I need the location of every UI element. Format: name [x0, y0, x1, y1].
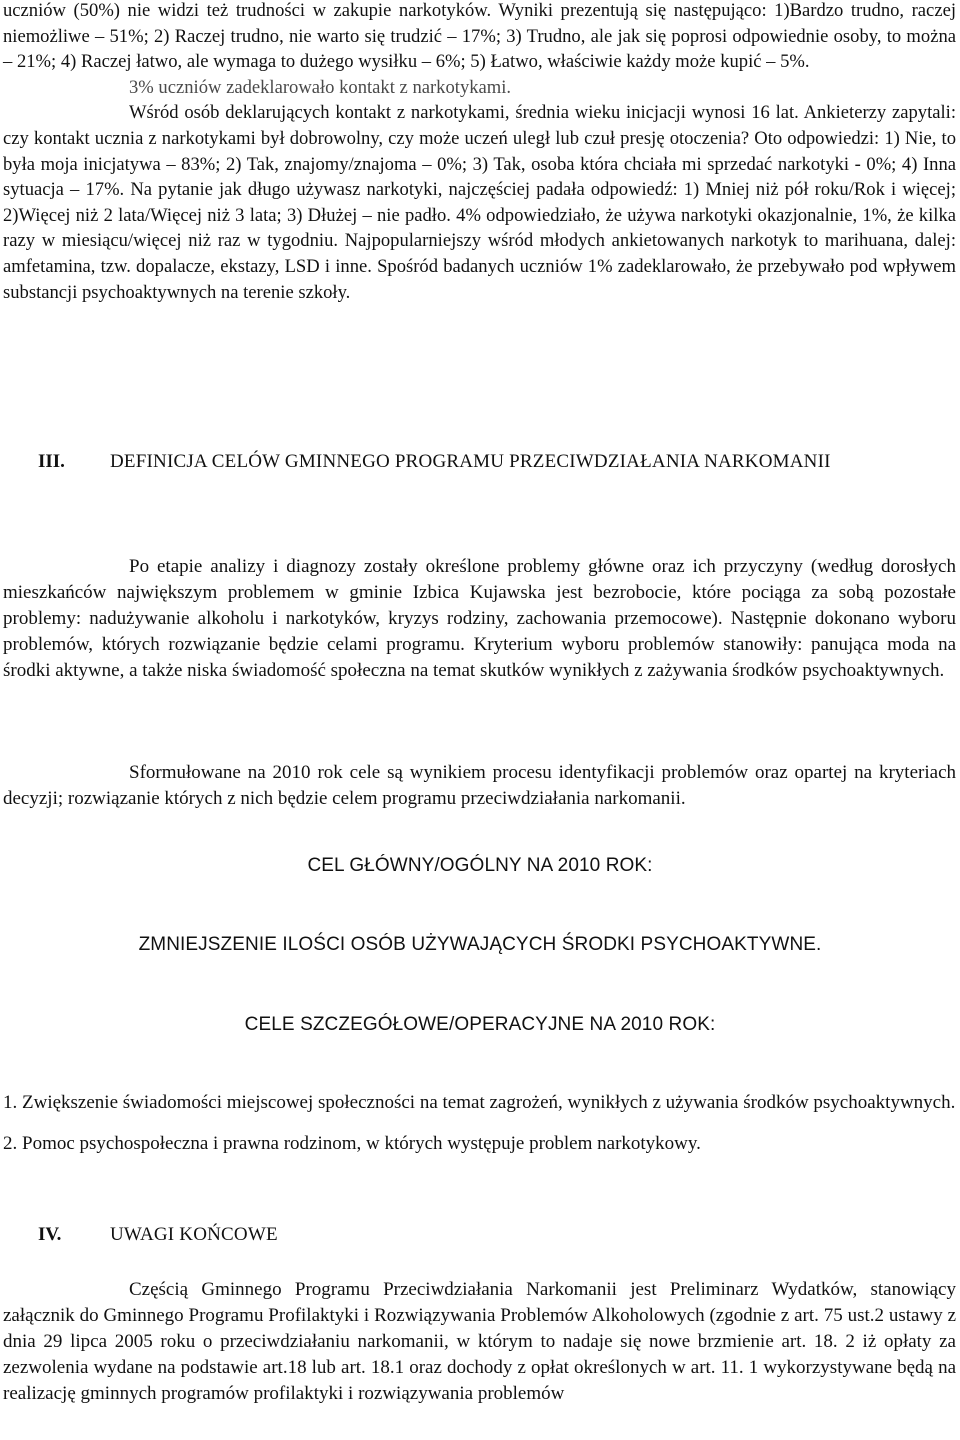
section-iii-title: DEFINICJA CELÓW GMINNEGO PROGRAMU PRZECIWDZIAŁANIA NARKOMANII — [110, 451, 831, 472]
final-remarks-block — [0, 1277, 960, 1407]
specific-goals-heading: CELE SZCZEGÓŁOWE/OPERACYJNE NA 2010 ROK: — [244, 1014, 716, 1035]
main-goal-text: ZMNIEJSZENIE ILOŚCI OSÓB UŻYWAJĄCYCH ŚRODKI PSYCHOAKTYWNE. — [138, 934, 822, 955]
specific-goal-1: 1. Zwiększenie świadomości miejscowej społeczności na temat zagrożeń, wynikłych z używania środków psychoaktywnych. — [3, 1092, 956, 1113]
section-iii-number: III. — [38, 451, 65, 472]
main-goal-heading: CEL GŁÓWNY/OGÓLNY NA 2010 ROK: — [307, 855, 653, 876]
section-iv-title: UWAGI KOŃCOWE — [110, 1224, 278, 1245]
specific-goals-list — [0, 1090, 960, 1157]
analysis-paragraph-block — [0, 554, 960, 684]
survey-results-section — [0, 0, 960, 305]
final-remarks-paragraph: Częścią Gminnego Programu Przeciwdziałania Narkomanii jest Preliminarz Wydatków, stanowiący załącznik do Gminnego Programu Profilaktyki i Rozwiązywania Problemów Alkoholowych (zgodnie z art. 75 ust.2 ustawy z dnia 29 lipca 2005 roku o przeciwdziałaniu narkomanii, w którym to nadaje się nowe brzmienie art. 18. 2 iż opłaty za zezwolenia wydane na podstawie art.18 lub art. 18.1 oraz dochody z opłat określonych w art. 11. 1 wykorzystywane będą na realizację gminnych programów profilaktyki i rozwiązywania problemów — [3, 1279, 956, 1404]
initiation-age-paragraph: Wśród osób deklarujących kontakt z narkotykami, średnia wieku inicjacji wynosi 16 lat. Ankieterzy zapytali: czy kontakt ucznia z narkotykami był dobrowolny, czy może uczeń uległ lub czuł presję otoczenia? Oto odpowiedzi: 1) Nie, to była moja inicjatywa – 83%; 2) Tak, znajomy/znajoma – 0%; 3) Tak, osoba która chciała mi sprzedać narkotyki - 0%; 4) Inna sytuacja – 17%. Na pytanie jak długo używasz narkotyki, najczęściej padała odpowiedź: 1) Mniej niż pół roku/Rok i więcej; 2)Więcej niż 2 lata/Więcej niż 3 lata; 3) Dłużej – nie padło. 4% odpowiedziało, że używa narkotyki okazjonalnie, 1%, że kilka razy w miesiącu/więcej niż raz w tygodniu. Najpopularniejszy wśród młodych ankietowanych narkotyk to marihuana, dalej: amfetamina, tzw. dopalacze, ekstazy, LSD i inne. Spośród badanych uczniów 1% zadeklarowało, że przebywało pod wpływem substancji psychoaktywnych na terenie szkoły. — [3, 102, 956, 303]
contact-declaration-paragraph: 3% uczniów zadeklarowało kontakt z narkotykami. — [129, 76, 512, 98]
goals-intro-paragraph: Sformułowane na 2010 rok cele są wynikiem procesu identyfikacji problemów oraz opartej na kryteriach decyzji; rozwiązanie których z nich będzie celem programu przeciwdziałania narkomanii. — [3, 762, 956, 809]
goals-intro-block — [0, 760, 960, 812]
analysis-paragraph: Po etapie analizy i diagnozy zostały określone problemy główne oraz ich przyczyny (według dorosłych mieszkańców największym problemem w gminie Izbica Kujawska jest bezrobocie, które pociąga za sobą pozostałe problemy: nadużywanie alkoholu i narkotyków, kryzys rodziny, zachowania przemocowe). Następnie dokonano wyboru problemów, których rozwiązanie będzie celami programu. Kryterium wyboru problemów stanowiły: panująca moda na środki aktywne, a także niska świadomość społeczna na temat skutków wynikłych z zażywania środków psychoaktywnych. — [3, 556, 956, 681]
section-iv-number: IV. — [38, 1224, 62, 1245]
specific-goal-2: 2. Pomoc psychospołeczna i prawna rodzinom, w których występuje problem narkotykowy. — [3, 1133, 701, 1154]
survey-results-paragraph: uczniów (50%) nie widzi też trudności w zakupie narkotyków. Wyniki prezentują się następująco: 1)Bardzo trudno, raczej niemożliwe – 51%; 2) Raczej trudno, nie warto się trudzić – 17%; 3) Trudno, ale jak się poprosi odpowiednie osoby, to można – 21%; 4) Raczej łatwo, ale wymaga to dużego wysiłku – 6%; 5) Łatwo, właściwie każdy może kupić – 5%. — [3, 0, 956, 73]
